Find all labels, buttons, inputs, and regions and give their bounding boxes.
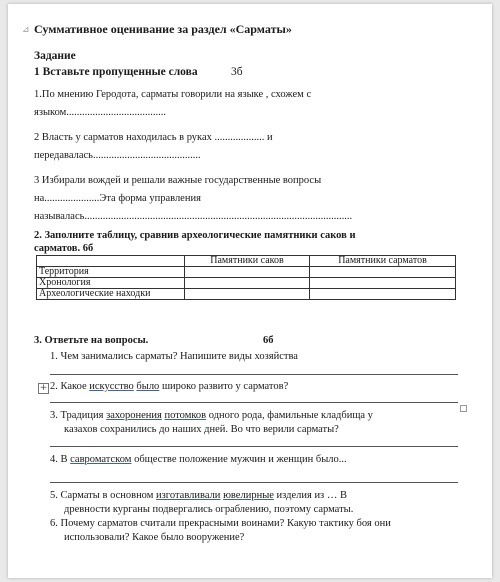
part3-q4: 4. В савроматском обществе положение мужчин и женщин было... <box>50 454 347 465</box>
q2-line2: передавалась......................................... <box>34 150 201 161</box>
part1-points: 3б <box>231 66 243 78</box>
q1-line2: языком...................................... <box>34 107 167 118</box>
q2-line1: 2 Власть у сарматов находилась в руках ................... и <box>34 132 273 143</box>
part3-q5-line1: 5. Сарматы в основном изготавливали ювелирные изделия из … В <box>50 490 347 501</box>
task-label: Задание <box>34 50 76 62</box>
part3-q3-line1: 3. Традиция захоронения потомков одного рода, фамильные кладбища у <box>50 410 373 421</box>
table-row <box>37 278 456 289</box>
document-page <box>8 4 492 578</box>
table-header-cell: Памятники сарматов <box>310 256 456 267</box>
table-cell[interactable] <box>185 289 310 300</box>
answer-line[interactable] <box>50 482 458 483</box>
table-row-label: Археологические находки <box>37 289 185 300</box>
part3-points: 6б <box>263 335 274 346</box>
part3-q2: 2. Какое искусство было широко развито у сарматов? <box>50 381 289 392</box>
part3-heading: 3. Ответьте на вопросы. <box>34 335 149 346</box>
q1-line1: 1.По мнению Геродота, сарматы говорили на языке , схожем с <box>34 89 312 100</box>
table-cell[interactable] <box>310 278 456 289</box>
answer-line[interactable] <box>50 446 458 447</box>
table-row-label: Хронология <box>37 278 185 289</box>
table-cell[interactable] <box>185 278 310 289</box>
corner-mark-icon: ⊿ <box>22 24 30 34</box>
table-cell[interactable] <box>310 289 456 300</box>
part1-heading: 1 Вставьте пропущенные слова <box>34 66 198 78</box>
table-header-cell: Памятники саков <box>185 256 310 267</box>
part3-q6-line2: использовали? Какое было вооружение? <box>64 532 245 543</box>
add-row-icon[interactable]: + <box>39 383 48 393</box>
part2-heading-line1: 2. Заполните таблицу, сравнив археологические памятники саков и <box>34 230 356 241</box>
table-row-label: Территория <box>37 267 185 278</box>
table-header-cell <box>37 256 185 267</box>
q3-line1: 3 Избирали вождей и решали важные государственные вопросы <box>34 175 322 186</box>
document-title: Суммативное оценивание за раздел «Сарматы» <box>34 22 292 36</box>
table-row <box>37 289 456 300</box>
comparison-table <box>36 255 456 300</box>
table-header-row <box>37 256 456 267</box>
table-row <box>37 267 456 278</box>
part3-q1: 1. Чем занимались сарматы? Напишите виды хозяйства <box>50 351 298 362</box>
q3-line3: называлась...................................................................................................... <box>34 211 353 222</box>
answer-line[interactable] <box>50 374 458 375</box>
part2-heading-line2: сарматов. 6б <box>34 243 94 254</box>
resize-handle-icon[interactable] <box>460 405 467 412</box>
q3-line2: на.....................Эта форма управления <box>34 193 201 204</box>
answer-line[interactable] <box>50 402 458 403</box>
table-cell[interactable] <box>185 267 310 278</box>
part3-q3-line2: казахов сохранились до наших дней. Во что верили сарматы? <box>64 424 339 435</box>
part3-q5-line2: древности курганы подвергались ограблению, поэтому сарматы. <box>64 504 354 515</box>
part3-q6-line1: 6. Почему сарматов считали прекрасными воинами? Какую тактику боя они <box>50 518 391 529</box>
table-cell[interactable] <box>310 267 456 278</box>
